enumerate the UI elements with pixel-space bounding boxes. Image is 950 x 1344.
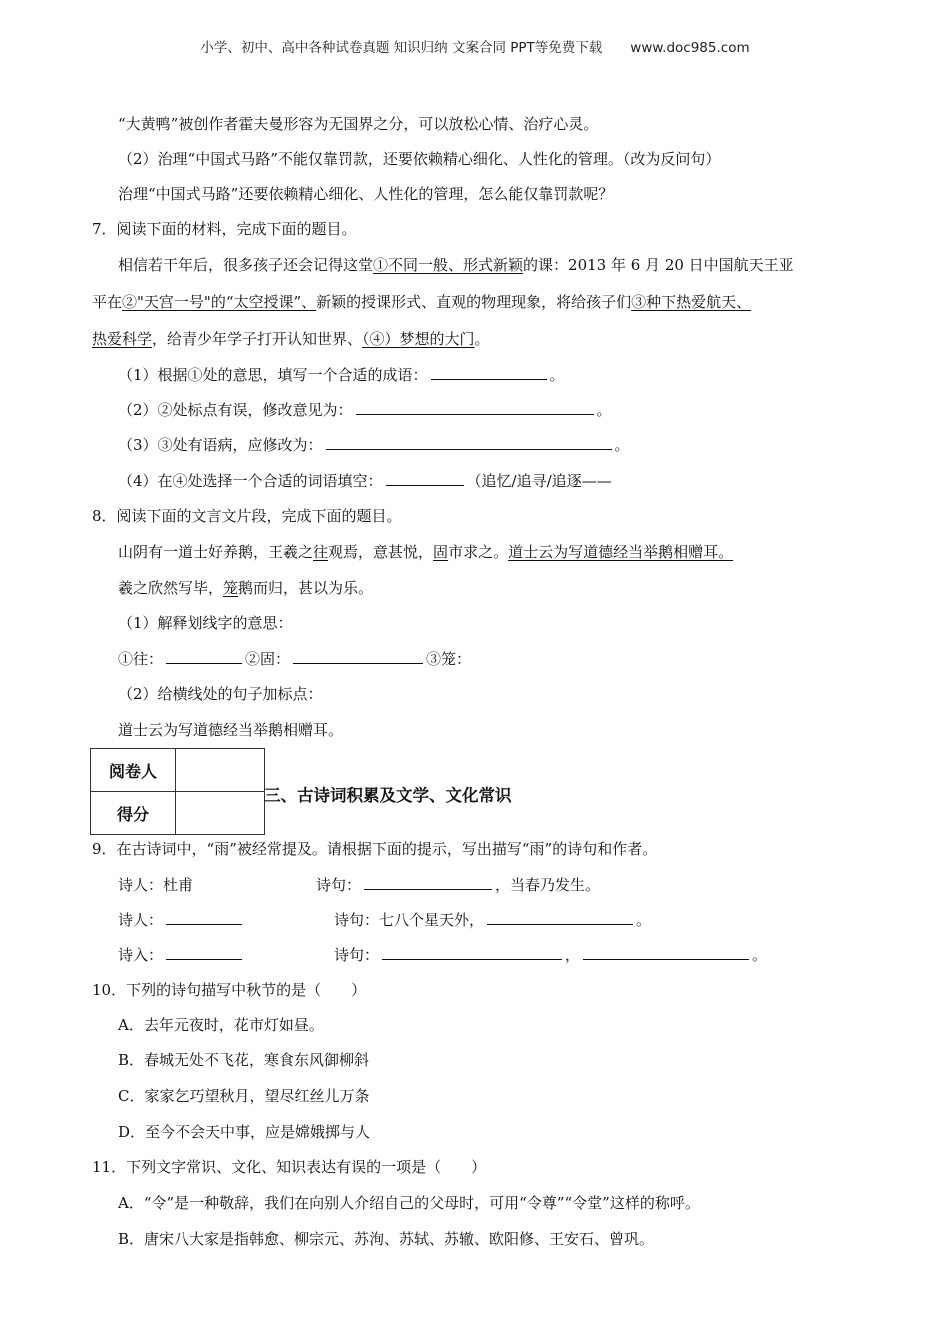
answer-blank[interactable]: [431, 364, 547, 380]
question-9-title: 9．在古诗词中，“雨”被经常提及。请根据下面的提示，写出描写“雨”的诗句和作者。: [92, 840, 658, 858]
score-label: 得分: [91, 792, 176, 835]
q7-sub-4: （4）在④处选择一个合适的词语填空： （追忆/追寻/追逐——: [118, 472, 612, 490]
q9-row-3-verse: 诗句： ， 。: [334, 946, 768, 964]
question-11-title: 11．下列文字常识、文化、知识表达有误的一项是（ ）: [92, 1158, 487, 1176]
q9-row-2-verse: 诗句：七八个星天外， 。: [334, 911, 652, 929]
q10-option-a[interactable]: A．去年元夜时，花市灯如昼。: [118, 1016, 324, 1034]
q7-sub-1: （1）根据①处的意思，填写一个合适的成语： 。: [118, 366, 565, 384]
answer-blank[interactable]: [166, 944, 242, 960]
answer-blank[interactable]: [166, 909, 242, 925]
q7-sub-3: （3）③处有语病，应修改为： 。: [118, 436, 630, 454]
answer-blank[interactable]: [386, 470, 464, 486]
q10-option-b[interactable]: B．春城无处不飞花，寒食东风御柳斜: [118, 1051, 370, 1069]
q8-blanks: ①往： ②固： ③笼：: [118, 650, 472, 668]
score-cell[interactable]: [176, 792, 265, 835]
q7-sub-2: （2）②处标点有误，修改意见为： 。: [118, 401, 612, 419]
q7-passage-line-1: 相信若干年后，很多孩子还会记得这堂①不同一般、形式新颖的课：2013 年 6 月 20 日中国航天王亚: [118, 256, 794, 274]
question-7-title: 7．阅读下面的材料，完成下面的题目。: [92, 220, 357, 238]
answer-blank[interactable]: [487, 909, 633, 925]
page-header: [0, 36, 950, 56]
q9-row-1-verse: 诗句： ，当春乃发生。: [316, 876, 601, 894]
reviewer-cell[interactable]: [176, 749, 265, 792]
q11-option-b[interactable]: B．唐宋八大家是指韩愈、柳宗元、苏洵、苏轼、苏辙、欧阳修、王安石、曾巩。: [118, 1230, 655, 1248]
q7-passage-line-3: 热爱科学，给青少年学子打开认知世界、（④）梦想的大门。: [92, 330, 490, 348]
question-8-title: 8．阅读下面的文言文片段，完成下面的题目。: [92, 507, 402, 525]
q9-row-3-poet: 诗入：: [118, 944, 245, 966]
section-title: 三、古诗词积累及文学、文化常识: [264, 786, 512, 805]
q9-row-1-poet: 诗人：杜甫: [118, 876, 194, 894]
question-10-title: 10．下列的诗句描写中秋节的是（ ）: [92, 981, 367, 999]
question-6-part-2: （2）治理“中国式马路”不能仅靠罚款，还要依赖精心细化、人性化的管理。（改为反问句）: [118, 150, 721, 168]
answer-blank[interactable]: [166, 648, 242, 664]
q7-passage-line-2: 平在②"天宫一号"的“太空授课”、新颖的授课形式、直观的物理现象，将给孩子们③种下热爱航天、: [92, 293, 752, 311]
header-text: 小学、初中、高中各种试卷真题 知识归纳 文案合同 PPT等免费下载: [200, 40, 603, 56]
q11-option-a[interactable]: A．“令”是一种敬辞，我们在向别人介绍自己的父母时，可用“令尊”“令堂”这样的称呼。: [118, 1194, 700, 1212]
answer-blank[interactable]: [382, 944, 562, 960]
answer-blank[interactable]: [293, 648, 423, 664]
q9-row-2-poet: 诗人：: [118, 909, 245, 931]
answer-blank[interactable]: [356, 399, 594, 415]
score-table: [90, 748, 265, 835]
q10-option-d[interactable]: D．至今不会天中事，应是嫦娥掷与人: [118, 1123, 371, 1141]
q8-sub-1: （1）解释划线字的意思：: [118, 614, 293, 632]
answer-blank[interactable]: [583, 944, 749, 960]
q10-option-c[interactable]: C．家家乞巧望秋月，望尽红丝儿万条: [118, 1087, 370, 1105]
q8-sub-2: （2）给横线处的句子加标点：: [118, 685, 323, 703]
q8-passage-line-2: 羲之欣然写毕，笼鹅而归，甚以为乐。: [118, 579, 374, 597]
answer-blank[interactable]: [364, 874, 492, 890]
header-site[interactable]: www.doc985.com: [630, 40, 750, 56]
q8-passage-line-1: 山阴有一道士好养鹅，王羲之往观焉，意甚悦，固市求之。道士云为写道德经当举鹅相赠耳。: [118, 543, 734, 561]
q8-sub-2-text: 道士云为写道德经当举鹅相赠耳。: [118, 721, 344, 739]
answer-line-1: “大黄鸭”被创作者霍夫曼形容为无国界之分，可以放松心情、治疗心灵。: [118, 115, 599, 133]
answer-line-2: 治理“中国式马路”还要依赖精心细化、人性化的管理，怎么能仅靠罚款呢？: [118, 185, 614, 203]
answer-blank[interactable]: [326, 434, 612, 450]
reviewer-label: 阅卷人: [91, 749, 176, 792]
